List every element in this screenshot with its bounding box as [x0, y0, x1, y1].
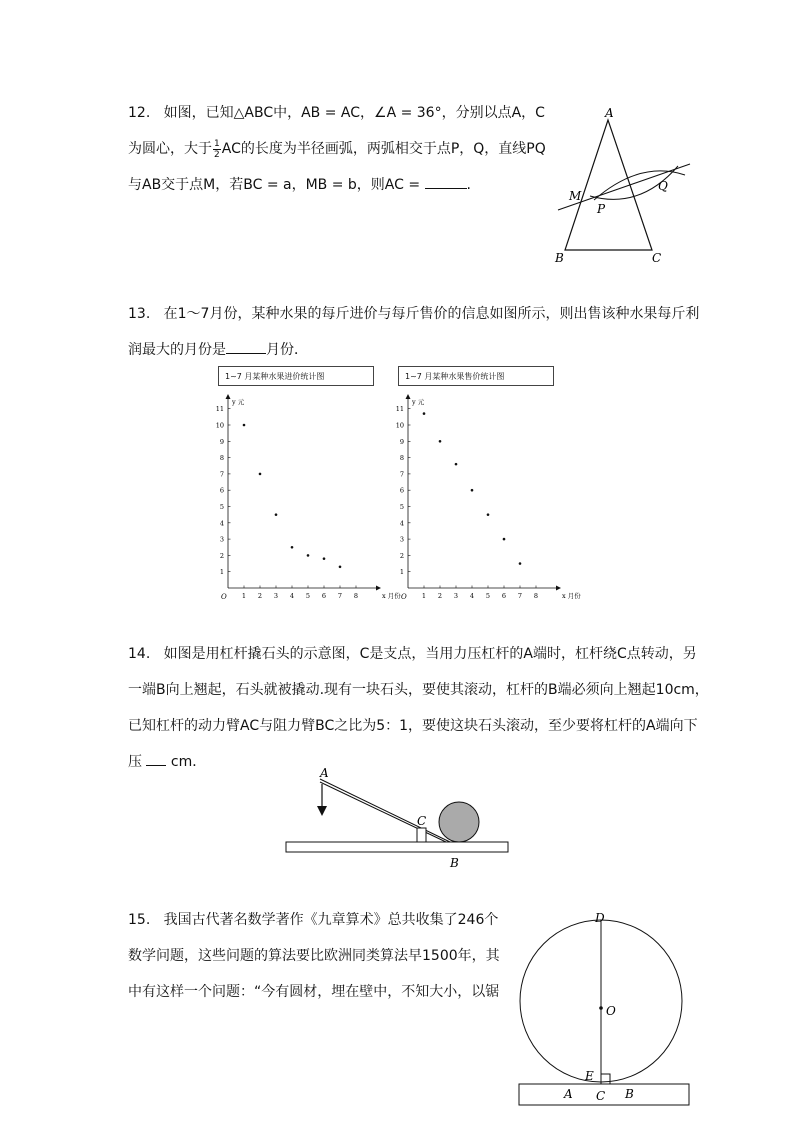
data-point	[307, 554, 310, 557]
y-axis-arrow-icon	[406, 394, 411, 399]
lever-edge	[320, 782, 446, 842]
y-axis-label: y 元	[232, 398, 245, 406]
q15-circle-figure	[512, 908, 697, 1113]
answer-blank[interactable]	[425, 174, 467, 189]
y-tick-label: 2	[399, 551, 404, 560]
q14-line-2: 一端B向上翘起，石头就被撬动.现有一块石头，要使其滚动，杠杆的B端必须向上翘起10cm，	[128, 682, 709, 698]
question-14	[128, 636, 709, 780]
x-tick-label: 3	[453, 592, 459, 600]
y-tick-label: 5	[219, 503, 224, 511]
y-tick-label: 11	[395, 405, 404, 414]
q14-line-4b: cm．	[166, 754, 207, 770]
q15-line-2: 数学问题，这些问题的算法要比欧洲同类算法早1500年，其	[128, 948, 500, 964]
data-point	[339, 566, 342, 569]
y-tick-label: 7	[219, 470, 224, 479]
x-tick-label: 6	[501, 592, 507, 600]
y-axis-arrow-icon	[226, 394, 231, 399]
x-tick-label: 4	[469, 592, 475, 600]
chart-2-title: 1~7 月某种水果售价统计图	[398, 366, 554, 386]
origin-label: O	[221, 593, 227, 601]
q14-line-4a: 压	[128, 754, 147, 770]
data-point	[471, 489, 474, 492]
label-q: Q	[658, 179, 668, 193]
origin-label: O	[401, 593, 407, 601]
question-15	[128, 902, 500, 1010]
x-tick-label: 1	[421, 592, 427, 600]
q12-line-1: 如图，已知△ABC中，AB = AC，∠A = 36°，分别以点A，C	[163, 105, 545, 121]
label-b: B	[555, 251, 564, 265]
q14-lever-figure	[280, 762, 515, 874]
fulcrum	[417, 828, 426, 842]
triangle-abc	[565, 120, 652, 250]
answer-blank[interactable]	[146, 751, 166, 766]
line-pq	[558, 164, 690, 210]
data-point	[243, 424, 246, 427]
data-point	[519, 562, 522, 565]
y-tick-label: 10	[395, 421, 404, 430]
fraction-half: $\frac{1}{2}$	[214, 138, 220, 160]
y-tick-label: 3	[399, 535, 404, 544]
q14-line-3: 已知杠杆的动力臂AC与阻力臂BC之比为5：1，要使这块石头滚动，至少要将杠杆的A端向下	[128, 718, 698, 734]
label-d: D	[595, 911, 605, 925]
y-tick-label: 6	[219, 486, 224, 495]
question-number: 14.	[128, 646, 151, 662]
label-m: M	[569, 189, 582, 203]
data-point	[259, 473, 262, 476]
q13-line-2b: 月份．	[266, 342, 308, 358]
data-point	[323, 557, 326, 560]
y-tick-label: 11	[215, 405, 224, 414]
chart-1-title: 1~7 月某种水果进价统计图	[218, 366, 374, 386]
data-point	[439, 440, 442, 443]
ground	[286, 842, 508, 852]
y-tick-label: 5	[399, 503, 404, 511]
label-b: B	[450, 856, 459, 870]
q12-triangle-figure	[550, 100, 700, 270]
y-tick-label: 1	[219, 568, 224, 577]
y-tick-label: 4	[219, 519, 224, 528]
y-tick-label: 7	[399, 470, 404, 479]
label-a: A	[564, 1087, 573, 1101]
y-tick-label: 3	[219, 535, 224, 544]
x-tick-label: 4	[289, 592, 295, 600]
q14-line-1: 如图是用杠杆撬石头的示意图，C是支点，当用力压杠杆的A端时，杠杆绕C点转动，另	[163, 646, 697, 662]
q12-line-2b: AC的长度为半径画弧，两弧相交于点P，Q，直线PQ	[221, 141, 546, 157]
y-tick-label: 8	[399, 454, 404, 463]
answer-blank[interactable]	[226, 339, 266, 354]
label-c: C	[417, 814, 427, 828]
data-point	[503, 538, 506, 541]
x-tick-label: 7	[337, 592, 343, 600]
x-axis-arrow-icon	[376, 586, 381, 591]
y-tick-label: 9	[219, 437, 224, 446]
data-point	[291, 546, 294, 549]
x-tick-label: 8	[353, 592, 359, 600]
x-tick-label: 2	[437, 592, 443, 600]
question-number: 12.	[128, 105, 151, 121]
y-tick-label: 4	[399, 519, 404, 528]
label-p: P	[597, 202, 606, 216]
q12-line-3a: 与AB交于点M，若BC = a，MB = b，则AC =	[128, 177, 425, 193]
y-tick-label: 8	[219, 454, 224, 463]
x-axis-label: x 月份	[382, 592, 401, 600]
y-tick-label: 6	[399, 486, 404, 495]
data-point	[423, 412, 426, 415]
x-tick-label: 2	[257, 592, 263, 600]
chart-2-selling-price	[390, 392, 581, 607]
data-point	[487, 513, 490, 516]
q12-line-2a: 为圆心，大于	[128, 141, 212, 157]
data-point	[455, 463, 458, 466]
arc-1	[594, 171, 685, 200]
x-tick-label: 5	[305, 592, 311, 600]
q13-line-1: 在1～7月份，某种水果的每斤进价与每斤售价的信息如图所示，则出售该种水果每斤利	[163, 306, 700, 322]
label-o: O	[606, 1004, 616, 1018]
data-point	[275, 513, 278, 516]
x-tick-label: 3	[273, 592, 279, 600]
y-tick-label: 10	[215, 421, 224, 430]
x-axis-label: x 月份	[562, 592, 581, 600]
arrow-head-icon	[317, 806, 327, 816]
y-axis-label: y 元	[412, 398, 425, 406]
chart-1-cost-price	[210, 392, 401, 607]
question-number: 13.	[128, 306, 151, 322]
label-a: A	[320, 766, 329, 780]
x-axis-arrow-icon	[556, 586, 561, 591]
q15-line-3: 中有这样一个问题：“今有圆材，埋在壁中，不知大小，以锯	[128, 984, 500, 1000]
x-tick-label: 7	[517, 592, 523, 600]
lever	[320, 779, 450, 842]
q12-line-3b: .	[466, 177, 471, 193]
label-e: E	[585, 1069, 594, 1083]
question-number: 15.	[128, 912, 151, 928]
q15-line-1: 我国古代著名数学著作《九章算术》总共收集了246个	[163, 912, 499, 928]
stone	[439, 802, 479, 842]
label-b: B	[625, 1087, 634, 1101]
y-tick-label: 2	[219, 551, 224, 560]
y-tick-label: 9	[399, 437, 404, 446]
right-angle-mark	[601, 1074, 610, 1084]
question-12	[128, 95, 546, 203]
label-c: C	[652, 251, 662, 265]
label-a: A	[605, 106, 614, 120]
x-tick-label: 1	[241, 592, 247, 600]
label-c: C	[596, 1089, 606, 1103]
center-point	[599, 1006, 603, 1010]
q13-line-2a: 润最大的月份是	[128, 342, 226, 358]
y-tick-label: 1	[399, 568, 404, 577]
x-tick-label: 6	[321, 592, 327, 600]
x-tick-label: 5	[485, 592, 491, 600]
question-13	[128, 296, 699, 368]
x-tick-label: 8	[533, 592, 539, 600]
